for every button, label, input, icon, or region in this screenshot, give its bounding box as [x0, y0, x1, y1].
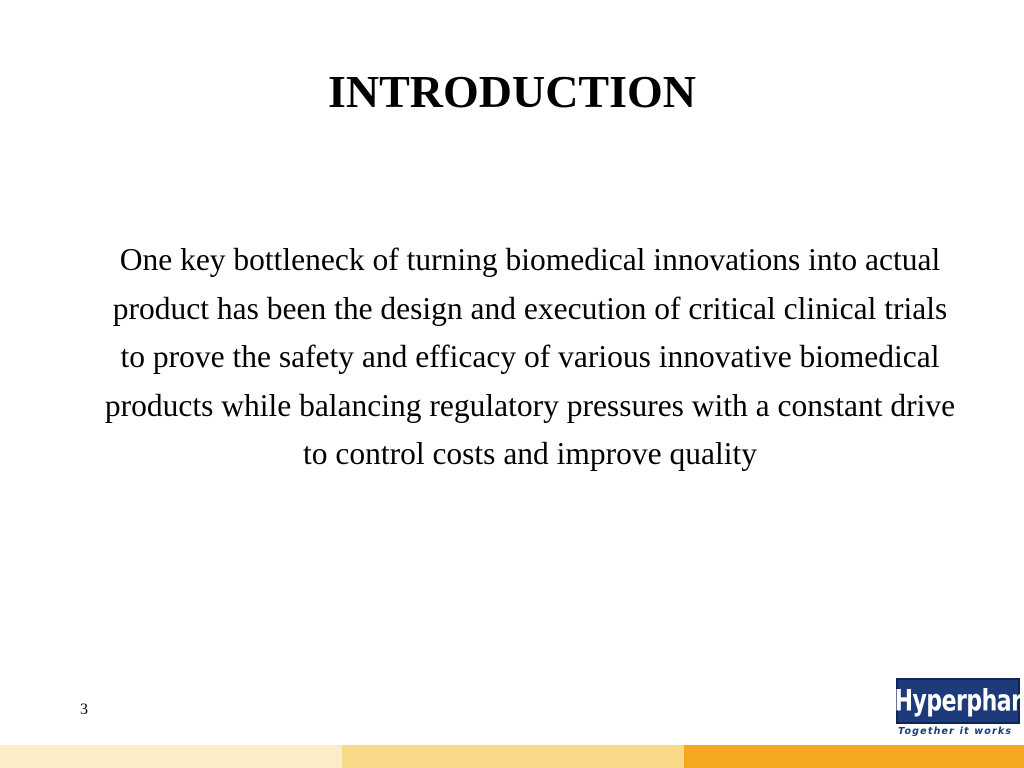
bottom-color-band — [0, 745, 1024, 768]
band-segment-dark — [684, 745, 1024, 768]
page-number: 3 — [80, 701, 88, 718]
logo-tagline: Together it works — [898, 726, 1013, 737]
logo-box — [896, 678, 1020, 724]
slide-body-text: One key bottleneck of turning biomedical innovations into actual product has been the design and execution of critical clinical trials to prove the safety and efficacy of various innovative biomedical products while balancing regulatory pressures with a constant drive to control costs and improve quality — [104, 242, 956, 471]
band-segment-mid — [342, 745, 684, 768]
hyperphar-logo — [896, 678, 1020, 742]
logo-wordmark: Hyperphar — [894, 684, 1022, 718]
slide-title: INTRODUCTION — [327, 66, 697, 117]
band-segment-light — [0, 745, 342, 768]
